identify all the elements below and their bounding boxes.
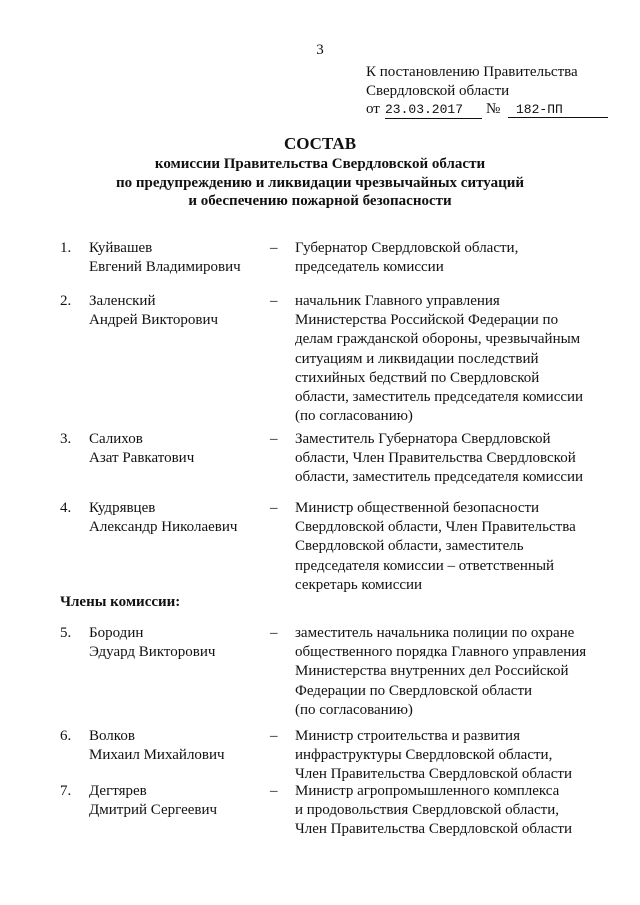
member-given-name: Азат Равкатович bbox=[89, 450, 195, 467]
role-line: общественного порядка Главного управления bbox=[295, 644, 587, 661]
entry-dash: – bbox=[270, 625, 278, 641]
member-role bbox=[295, 624, 605, 720]
document-number: 182-ПП bbox=[508, 100, 608, 118]
role-line: (по согласованию) bbox=[295, 701, 413, 718]
entry-number: 2. bbox=[60, 293, 72, 309]
role-line: Заместитель Губернатора Свердловской bbox=[295, 431, 551, 447]
member-name bbox=[89, 239, 269, 277]
title-main: СОСТАВ bbox=[283, 134, 357, 153]
role-line: области, заместитель председателя комиссии bbox=[295, 389, 584, 406]
role-line: делам гражданской обороны, чрезвычайным bbox=[295, 331, 581, 348]
header-line-1: К постановлению Правительства bbox=[366, 64, 578, 80]
role-line: Министр агропромышленного комплекса bbox=[295, 783, 560, 799]
member-name bbox=[89, 727, 269, 765]
member-role bbox=[295, 239, 605, 277]
date-number-line bbox=[366, 100, 578, 119]
entry-dash: – bbox=[270, 431, 278, 447]
role-line: Министерства Российской Федерации по bbox=[295, 312, 559, 329]
member-surname: Кудрявцев bbox=[89, 500, 156, 516]
entry-number: 6. bbox=[60, 728, 72, 744]
member-surname: Салихов bbox=[89, 431, 143, 447]
role-line: секретарь комиссии bbox=[295, 576, 423, 593]
member-role bbox=[295, 292, 605, 426]
role-line: Свердловской области, заместитель bbox=[295, 538, 524, 555]
role-line: Министр общественной безопасности bbox=[295, 500, 540, 516]
member-role bbox=[295, 430, 605, 488]
member-role bbox=[295, 782, 605, 840]
member-surname: Бородин bbox=[89, 625, 144, 641]
entry-dash: – bbox=[270, 240, 278, 256]
role-line: (по согласованию) bbox=[295, 408, 413, 425]
role-line: Министерства внутренних дел Российской bbox=[295, 663, 569, 680]
role-line: ситуациям и ликвидации последствий bbox=[295, 350, 539, 367]
member-role bbox=[295, 727, 605, 785]
role-line: начальник Главного управления bbox=[295, 293, 500, 309]
role-line: председатель комиссии bbox=[295, 259, 444, 276]
entry-number: 7. bbox=[60, 783, 72, 799]
role-line: заместитель начальника полиции по охране bbox=[295, 625, 575, 641]
document-header bbox=[366, 63, 578, 119]
members-heading: Члены комиссии: bbox=[60, 594, 181, 610]
member-role bbox=[295, 499, 605, 595]
entry-number: 4. bbox=[60, 500, 72, 516]
document-title bbox=[0, 133, 640, 211]
title-line-3: и обеспечению пожарной безопасности bbox=[188, 193, 452, 209]
member-given-name: Александр Николаевич bbox=[89, 519, 238, 536]
role-line: области, заместитель председателя комиссии bbox=[295, 469, 584, 486]
member-name bbox=[89, 624, 269, 662]
member-name bbox=[89, 782, 269, 820]
title-line-2: по предупреждению и ликвидации чрезвычайных ситуаций bbox=[116, 174, 524, 191]
header-line-2: Свердловской области bbox=[366, 82, 510, 99]
role-line: Член Правительства Свердловской области bbox=[295, 766, 572, 783]
member-given-name: Евгений Владимирович bbox=[89, 259, 241, 276]
entry-number: 5. bbox=[60, 625, 72, 641]
role-line: инфраструктуры Свердловской области, bbox=[295, 747, 553, 764]
role-line: Губернатор Свердловской области, bbox=[295, 240, 519, 256]
entry-number: 3. bbox=[60, 431, 72, 447]
role-line: и продовольствия Свердловской области, bbox=[295, 802, 560, 819]
role-line: стихийных бедствий по Свердловской bbox=[295, 369, 540, 386]
entry-dash: – bbox=[270, 293, 278, 309]
member-name bbox=[89, 430, 269, 468]
number-label: № bbox=[486, 101, 501, 117]
role-line: области, Член Правительства Свердловской bbox=[295, 450, 576, 467]
member-given-name: Михаил Михайлович bbox=[89, 747, 225, 764]
member-surname: Заленский bbox=[89, 293, 156, 309]
entry-number: 1. bbox=[60, 240, 72, 256]
entry-dash: – bbox=[270, 728, 278, 744]
member-given-name: Андрей Викторович bbox=[89, 312, 219, 329]
date-prefix: от bbox=[366, 101, 380, 117]
role-line: Свердловской области, Член Правительства bbox=[295, 519, 576, 536]
document-date: 23.03.2017 bbox=[385, 100, 482, 119]
member-surname: Волков bbox=[89, 728, 135, 744]
member-given-name: Эдуард Викторович bbox=[89, 644, 216, 661]
role-line: председателя комиссии – ответственный bbox=[295, 557, 555, 574]
role-line: Член Правительства Свердловской области bbox=[295, 821, 572, 838]
title-line-1: комиссии Правительства Свердловской области bbox=[154, 156, 486, 172]
entry-dash: – bbox=[270, 783, 278, 799]
member-name bbox=[89, 292, 269, 330]
entry-dash: – bbox=[270, 500, 278, 516]
member-surname: Дегтярев bbox=[89, 783, 147, 799]
role-line: Федерации по Свердловской области bbox=[295, 682, 533, 699]
member-given-name: Дмитрий Сергеевич bbox=[89, 802, 218, 819]
page-number: 3 bbox=[316, 42, 324, 58]
role-line: Министр строительства и развития bbox=[295, 728, 520, 744]
member-name bbox=[89, 499, 269, 537]
member-surname: Куйвашев bbox=[89, 240, 153, 256]
